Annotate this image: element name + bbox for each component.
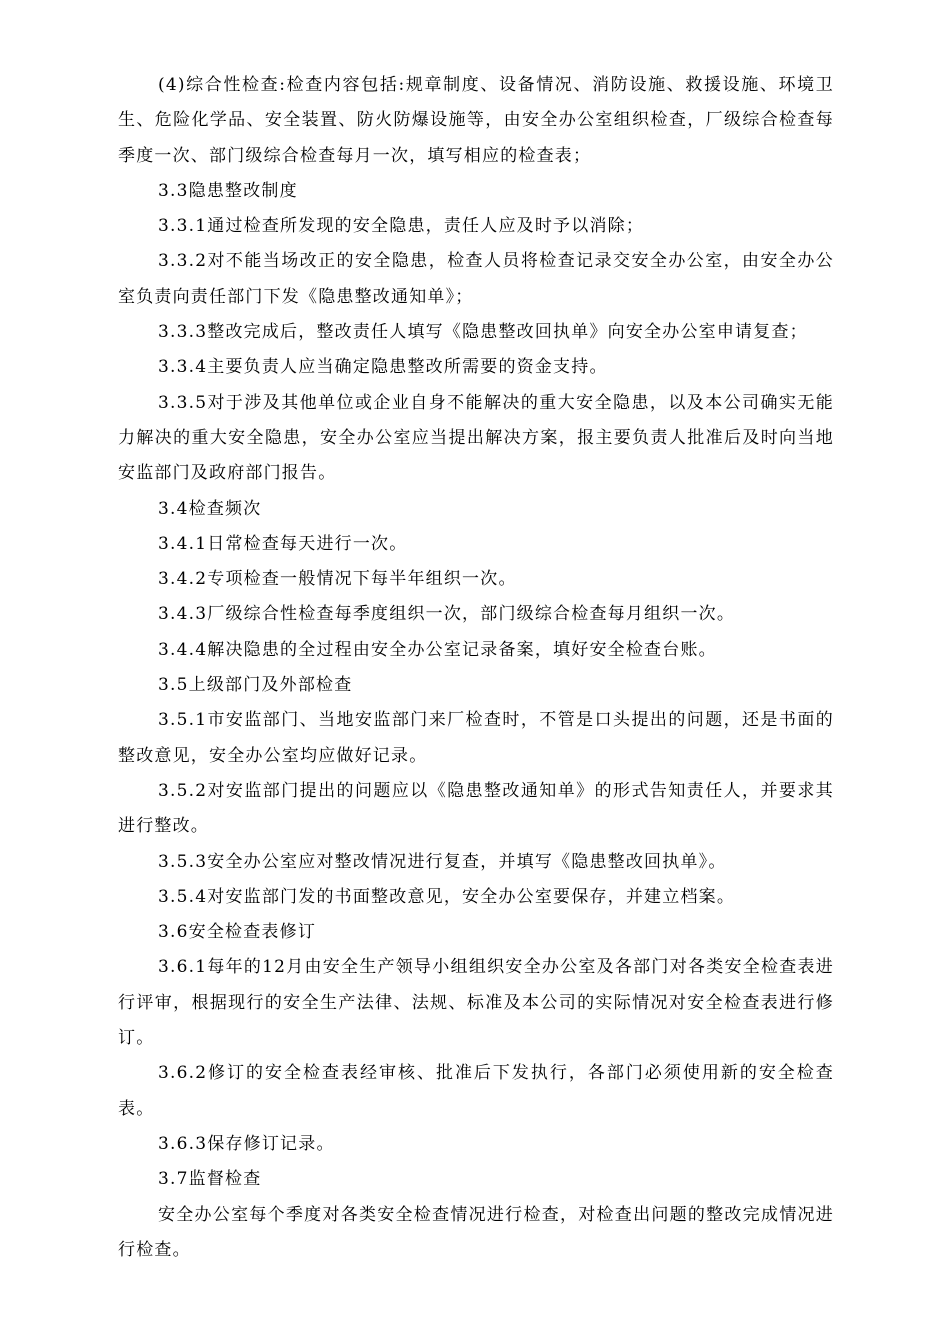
paragraph-3-4-3: 3.4.3厂级综合性检查每季度组织一次，部门级综合检查每月组织一次。: [158, 604, 736, 625]
paragraph-3-4-4: 3.4.4解决隐患的全过程由安全办公室记录备案，填好安全检查台账。: [158, 639, 717, 660]
document-page: [118, 68, 834, 1268]
paragraph-3-6-1: 3.6.1每年的12月由安全生产领导小组组织安全办公室及各部门对各类安全检查表进行评审，根据现行的安全生产法律、法规、标准及本公司的实际情况对安全检查表进行修订。: [118, 957, 834, 1049]
heading-3-6-checklist-revision: 3.6安全检查表修订: [158, 922, 317, 943]
paragraph-3-3-5: 3.3.5对于涉及其他单位或企业自身不能解决的重大安全隐患，以及本公司确实无能力解决的重大安全隐患，安全办公室应当提出解决方案，报主要负责人批准后及时向当地安监部门及政府部门报告。: [118, 392, 834, 484]
paragraph-3-5-3: 3.5.3安全办公室应对整改情况进行复查，并填写《隐患整改回执单》。: [158, 851, 727, 872]
paragraph-3-6-3: 3.6.3保存修订记录。: [158, 1133, 335, 1154]
paragraph-3-4-2: 3.4.2专项检查一般情况下每半年组织一次。: [158, 569, 517, 590]
paragraph-3-4-1: 3.4.1日常检查每天进行一次。: [158, 533, 408, 554]
paragraph-3-5-4: 3.5.4对安监部门发的书面整改意见，安全办公室要保存，并建立档案。: [158, 886, 736, 907]
paragraph-3-6-2: 3.6.2修订的安全检查表经审核、批准后下发执行，各部门必须使用新的安全检查表。: [118, 1063, 834, 1119]
heading-3-4-inspection-frequency: 3.4检查频次: [158, 498, 262, 519]
heading-3-5-external-inspection: 3.5上级部门及外部检查: [158, 675, 353, 696]
heading-3-7-supervision: 3.7监督检查: [158, 1169, 262, 1190]
paragraph-3-3-2: 3.3.2对不能当场改正的安全隐患，检查人员将检查记录交安全办公室，由安全办公室负责向责任部门下发《隐患整改通知单》；: [118, 251, 834, 307]
paragraph-3-7-body: 安全办公室每个季度对各类安全检查情况进行检查，对检查出问题的整改完成情况进行检查。: [118, 1204, 834, 1260]
paragraph-3-5-1: 3.5.1市安监部门、当地安监部门来厂检查时，不管是口头提出的问题，还是书面的整改意见，安全办公室均应做好记录。: [118, 710, 834, 766]
heading-3-3-hazard-rectification: 3.3隐患整改制度: [158, 180, 298, 201]
paragraph-3-3-1: 3.3.1通过检查所发现的安全隐患，责任人应及时予以消除；: [158, 216, 645, 237]
paragraph-3-3-3: 3.3.3整改完成后，整改责任人填写《隐患整改回执单》向安全办公室申请复查；: [158, 322, 808, 343]
paragraph-3-5-2: 3.5.2对安监部门提出的问题应以《隐患整改通知单》的形式告知责任人，并要求其进行整改。: [118, 780, 834, 837]
paragraph-comprehensive-inspection: (4)综合性检查:检查内容包括:规章制度、设备情况、消防设施、救援设施、环境卫生、危险化学品、安全装置、防火防爆设施等，由安全办公室组织检查，厂级综合检查每季度一次、部门级综合检查每月一次，填写相应的检查表；: [118, 75, 834, 166]
paragraph-3-3-4: 3.3.4主要负责人应当确定隐患整改所需要的资金支持。: [158, 357, 608, 378]
